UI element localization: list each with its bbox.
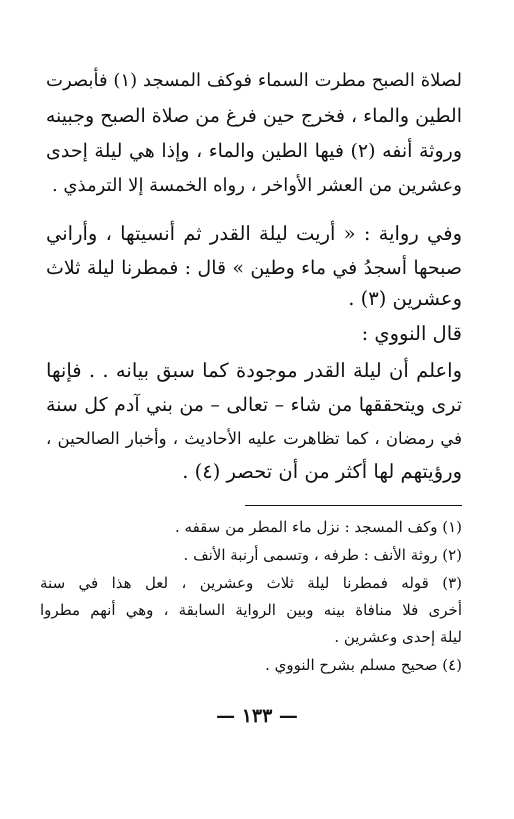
footnote-continuation: أخرى فلا منافاة بينه وبين الرواية السابقة ، وهي أنهم مطروا xyxy=(40,601,462,619)
body-text-line: لصلاة الصبح مطرت السماء فوكف المسجد (١) فأبصرت xyxy=(46,70,462,91)
body-text-line: وفي رواية : « أريت ليلة القدر ثم أنسيتها ، وأراني xyxy=(46,222,462,245)
body-text-line: وعشرين (٣) . xyxy=(348,287,462,310)
body-text-line: في رمضان ، كما تظاهرت عليه الأحاديث ، وأخبار الصالحين ، xyxy=(46,429,462,448)
footnote-separator xyxy=(245,505,462,506)
footnote: (٢) روثة الأنف : طرفه ، وتسمى أرنبة الأنف . xyxy=(183,546,462,564)
body-text-line: ورؤيتهم لها أكثر من أن تحصر (٤) . xyxy=(182,460,462,483)
footnote: (١) وكف المسجد : نزل ماء المطر من سقفه . xyxy=(174,518,462,536)
body-text-line: الطين والماء ، فخرج حين فرغ من صلاة الصبح وجبينه xyxy=(45,105,462,127)
footnote: (٣) قوله فمطرنا ليلة ثلاث وعشرين ، لعل هذا في سنة xyxy=(40,574,462,592)
footnote: (٤) صحيح مسلم بشرح النووي . xyxy=(265,656,462,674)
footnote-continuation: ليلة إحدى وعشرين . xyxy=(334,628,462,646)
page-number: — ١٣٣ — xyxy=(216,705,298,727)
body-text-line: وروثة أنفه (٢) فيها الطين والماء ، وإذا هي ليلة إحدى xyxy=(46,140,462,162)
body-text-line: واعلم أن ليلة القدر موجودة كما سبق بيانه . . فإنها xyxy=(46,359,462,382)
body-text-line: ترى ويتحققها من شاء – تعالى – من بني آدم كل سنة xyxy=(46,394,462,416)
body-text-line: صبحها أسجدُ في ماء وطين » قال : فمطرنا ليلة ثلاث xyxy=(46,257,462,279)
section-heading: قال النووي : xyxy=(361,322,462,345)
body-text-line: وعشرين من العشر الأواخر ، رواه الخمسة إلا الترمذي . xyxy=(51,175,462,196)
